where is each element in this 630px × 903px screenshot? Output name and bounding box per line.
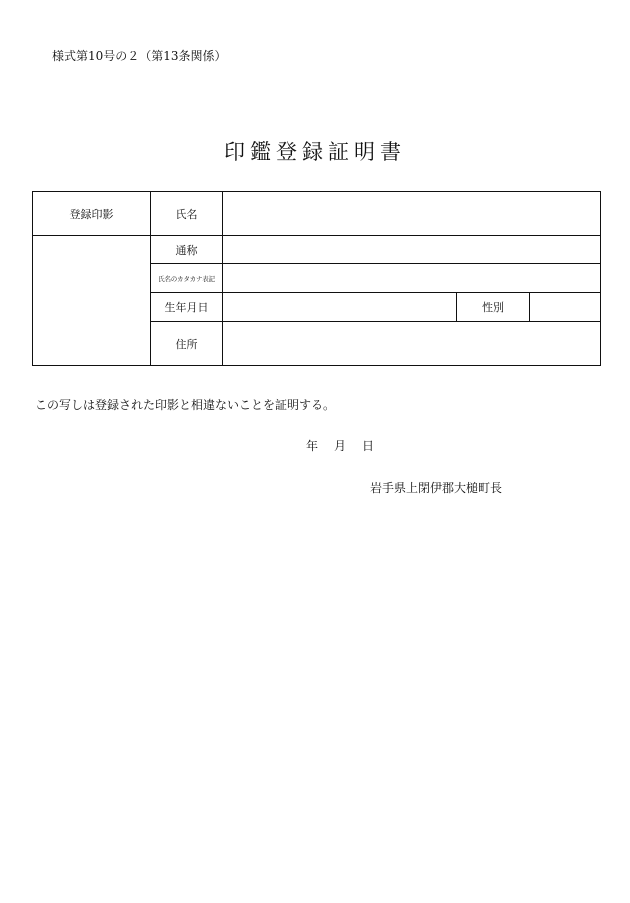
gender-value-cell <box>530 293 601 322</box>
certification-statement: この写しは登録された印影と相違ないことを証明する。 <box>35 398 336 412</box>
address-label-cell: 住所 <box>151 322 223 366</box>
issuer-name: 岩手県上閉伊郡大槌町長 <box>370 481 503 495</box>
birthdate-value-cell <box>223 293 457 322</box>
address-value-cell <box>223 322 601 366</box>
kana-value-cell <box>223 264 601 293</box>
seal-label-cell: 登録印影 <box>33 192 151 236</box>
form-number: 様式第10号の２（第13条関係） <box>52 49 227 63</box>
name-value-cell <box>223 192 601 236</box>
table-row-alias <box>33 236 601 264</box>
date-year-label: 年 <box>306 439 319 453</box>
birthdate-label-cell: 生年月日 <box>151 293 223 322</box>
alias-label-cell: 通称 <box>151 236 223 264</box>
date-day-label: 日 <box>362 439 375 453</box>
certificate-table <box>32 191 601 366</box>
table-row-name <box>33 192 601 236</box>
seal-impression-area <box>33 236 151 366</box>
date-line <box>306 438 374 454</box>
document-title: 印鑑登録証明書 <box>224 140 406 164</box>
date-month-label: 月 <box>334 439 347 453</box>
kana-label-cell: 氏名のカタカナ表記 <box>151 264 223 293</box>
gender-label-cell: 性別 <box>457 293 530 322</box>
name-label-cell: 氏名 <box>151 192 223 236</box>
alias-value-cell <box>223 236 601 264</box>
